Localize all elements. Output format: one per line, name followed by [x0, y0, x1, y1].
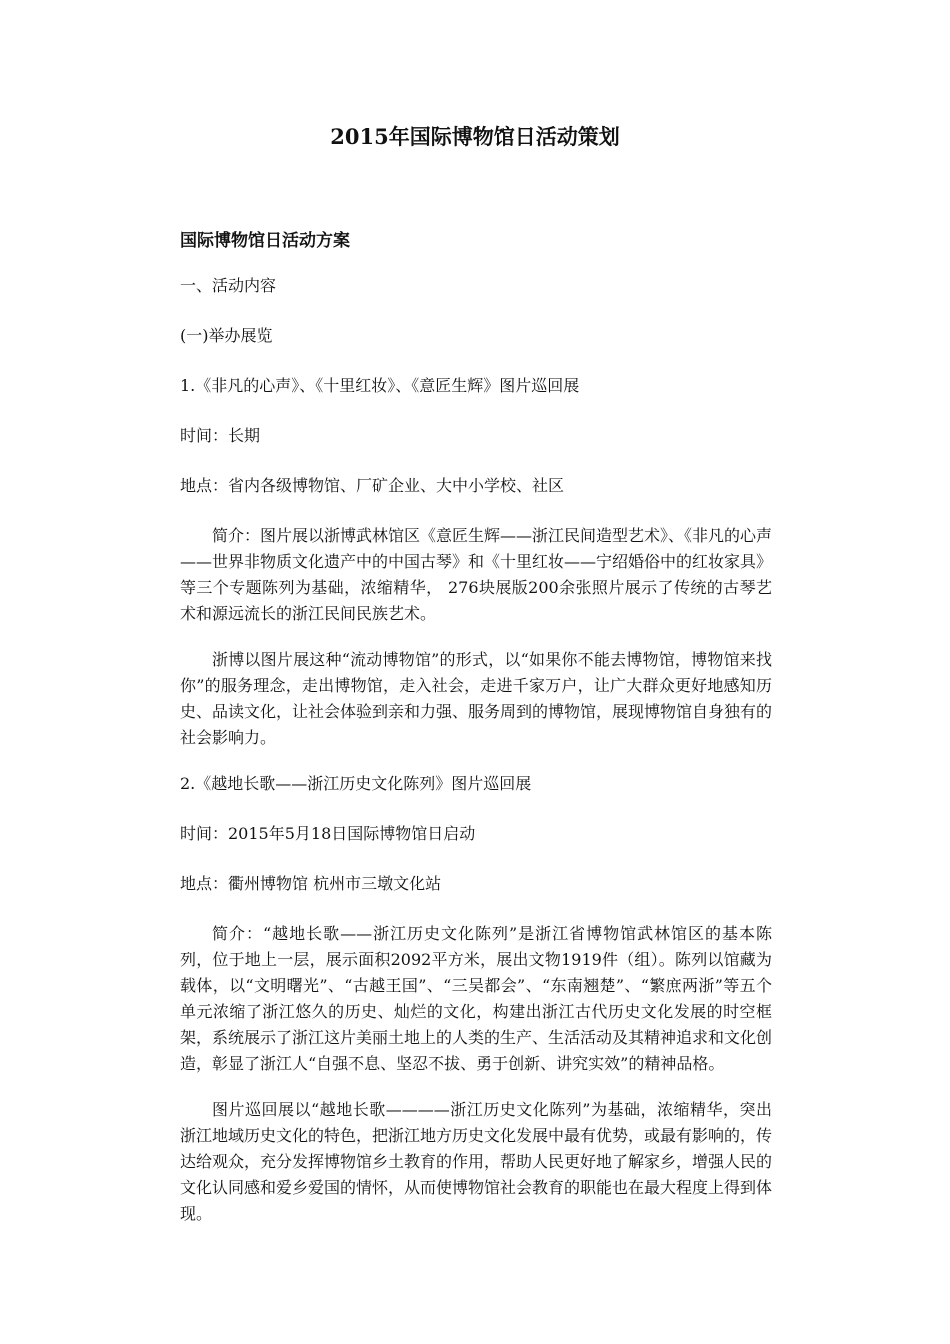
plan-subtitle: 国际博物馆日活动方案 — [180, 231, 350, 251]
item2-second-paragraph: 图片巡回展以“越地长歌————浙江历史文化陈列”为基础，浓缩精华，突出浙江地域历史文化的特色，把浙江地方历史文化发展中最有优势，或最有影响的，传达给观众，充分发挥博物馆乡土教育的作用，帮助人民更好地了解家乡，增强人民的文化认同感和爱乡爱国的情怀，从而使博物馆社会教育的职能也在最大程度上得到体现。 — [180, 1100, 773, 1223]
subsection-heading-exhibitions: (一)举办展览 — [180, 326, 273, 345]
section-heading-activity-content: 一、活动内容 — [180, 276, 277, 295]
item2-intro-paragraph: 简介：“越地长歌——浙江历史文化陈列”是浙江省博物馆武林馆区的基本陈列，位于地上一层，展示面积2092平方米，展出文物1919件（组）。陈列以馆藏为载体，以“文明曙光”、“古越王国”、“三吴都会”、“东南翘楚”、“繁庶两浙”等五个单元浓缩了浙江悠久的历史、灿烂的文化，构建出浙江古代历史文化发展的时空框架，系统展示了浙江这片美丽土地上的人类的生产、生活活动及其精神追求和文化创造，彰显了浙江人“自强不息、坚忍不拔、勇于创新、讲究实效”的精神品格。 — [180, 924, 773, 1073]
item2-time: 时间：2015年5月18日国际博物馆日启动 — [180, 824, 476, 843]
item1-time: 时间：长期 — [180, 426, 261, 445]
item2-heading: 2.《越地长歌——浙江历史文化陈列》图片巡回展 — [180, 774, 532, 793]
document-title: 2015年国际博物馆日活动策划 — [330, 124, 620, 149]
item1-place: 地点：省内各级博物馆、厂矿企业、大中小学校、社区 — [180, 476, 565, 495]
item1-intro-paragraph: 简介：图片展以浙博武林馆区《意匠生辉——浙江民间造型艺术》、《非凡的心声——世界非物质文化遗产中的中国古琴》和《十里红妆——宁绍婚俗中的红妆家具》等三个专题陈列为基础，浓缩精华， 276块展版200余张照片展示了传统的古琴艺术和源远流长的浙江民间民族艺术。 — [180, 526, 773, 623]
item1-heading: 1.《非凡的心声》、《十里红妆》、《意匠生辉》图片巡回展 — [180, 376, 580, 395]
item2-place: 地点：衢州博物馆 杭州市三墩文化站 — [180, 874, 442, 893]
item1-second-paragraph: 浙博以图片展这种“流动博物馆”的形式，以“如果你不能去博物馆，博物馆来找你”的服务理念，走出博物馆，走入社会，走进千家万户，让广大群众更好地感知历史、品读文化，让社会体验到亲和力强、服务周到的博物馆，展现博物馆自身独有的社会影响力。 — [180, 650, 773, 747]
